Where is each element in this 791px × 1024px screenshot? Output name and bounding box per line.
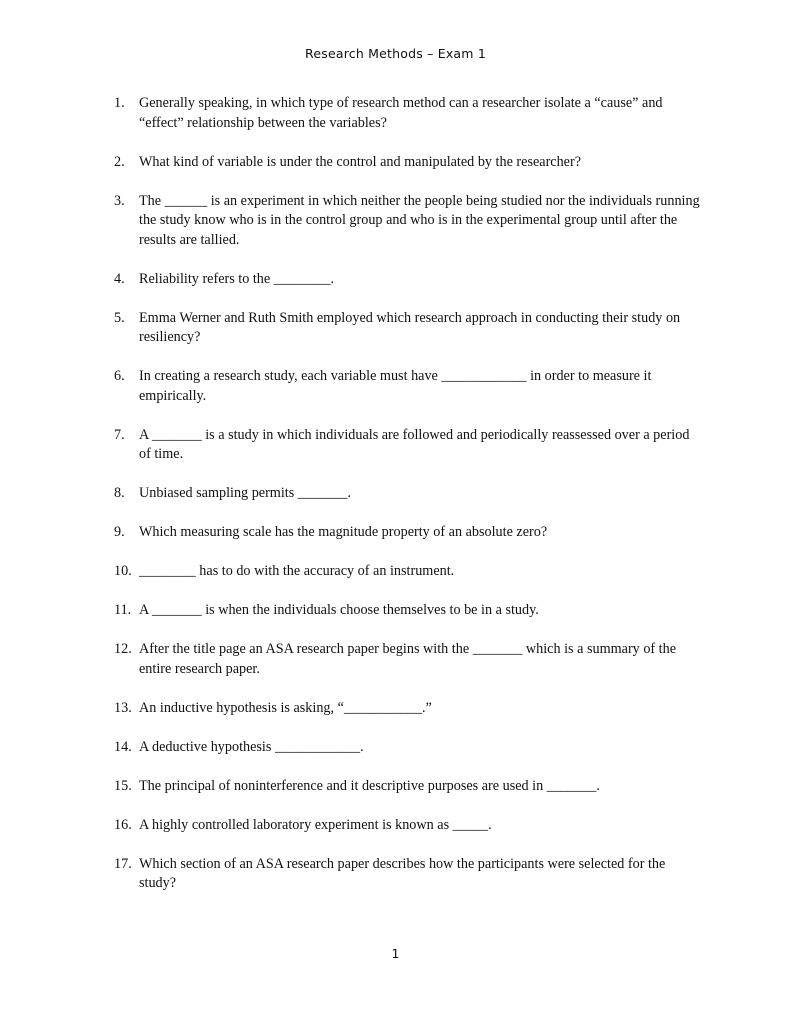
question-text: Which section of an ASA research paper describes how the participants were selected for the study? <box>139 855 666 891</box>
question-number: 6. <box>114 368 125 384</box>
question-number: 15. <box>114 777 132 794</box>
question-number: 11. <box>114 602 132 618</box>
question-text: Reliability refers to the ________. <box>139 270 335 287</box>
question-number: 12. <box>114 641 132 657</box>
question-9 <box>114 523 704 543</box>
question-number: 4. <box>114 270 125 287</box>
question-text: Emma Werner and Ruth Smith employed which research approach in conducting their study on resiliency? <box>139 309 681 345</box>
question-number: 16. <box>114 816 132 833</box>
question-12 <box>114 640 704 679</box>
question-text: A highly controlled laboratory experiment is known as _____. <box>139 816 492 833</box>
question-text: What kind of variable is under the control and manipulated by the researcher? <box>139 153 582 170</box>
question-text: A _______ is when the individuals choose themselves to be in a study. <box>139 602 539 618</box>
question-text: Which measuring scale has the magnitude property of an absolute zero? <box>139 524 548 540</box>
question-6 <box>114 367 704 406</box>
page-header: Research Methods – Exam 1 <box>305 46 486 61</box>
question-14 <box>114 738 704 758</box>
question-number: 5. <box>114 309 125 326</box>
question-13 <box>114 699 704 719</box>
question-15 <box>114 777 704 797</box>
question-3 <box>114 192 704 251</box>
question-16 <box>114 816 704 836</box>
question-1 <box>114 94 704 133</box>
question-text: After the title page an ASA research paper begins with the _______ which is a summary of the entire research paper. <box>139 641 677 677</box>
question-text: A _______ is a study in which individuals are followed and periodically reassessed over a period of time. <box>139 426 690 462</box>
question-text: An inductive hypothesis is asking, “___________.” <box>139 699 432 716</box>
question-2 <box>114 153 704 173</box>
question-number: 13. <box>114 699 132 716</box>
question-number: 3. <box>114 192 125 209</box>
question-11 <box>114 601 704 621</box>
question-8 <box>114 484 704 504</box>
question-number: 8. <box>114 485 125 501</box>
question-text: Generally speaking, in which type of research method can a researcher isolate a “cause” and “effect” relationship between the variables? <box>139 95 663 131</box>
question-10 <box>114 562 704 582</box>
question-number: 1. <box>114 95 125 111</box>
question-text: The ______ is an experiment in which neither the people being studied nor the individuals running the study know who is in the control group and who is in the experimental group until after the results are tallied. <box>139 192 700 248</box>
question-4 <box>114 270 704 290</box>
question-number: 14. <box>114 738 132 755</box>
question-number: 7. <box>114 426 125 443</box>
question-text: In creating a research study, each variable must have ____________ in order to measure it empirically. <box>139 368 652 404</box>
page-number: 1 <box>391 946 400 961</box>
question-number: 2. <box>114 153 125 170</box>
question-text: Unbiased sampling permits _______. <box>139 485 352 501</box>
question-number: 10. <box>114 563 132 579</box>
question-text: The principal of noninterference and it descriptive purposes are used in _______. <box>139 777 600 794</box>
question-7 <box>114 426 704 465</box>
question-text: A deductive hypothesis ____________. <box>139 738 364 755</box>
question-list <box>114 94 704 913</box>
question-text: ________ has to do with the accuracy of an instrument. <box>139 563 455 579</box>
question-number: 9. <box>114 524 125 540</box>
question-number: 17. <box>114 855 132 872</box>
question-17 <box>114 855 704 894</box>
question-5 <box>114 309 704 348</box>
